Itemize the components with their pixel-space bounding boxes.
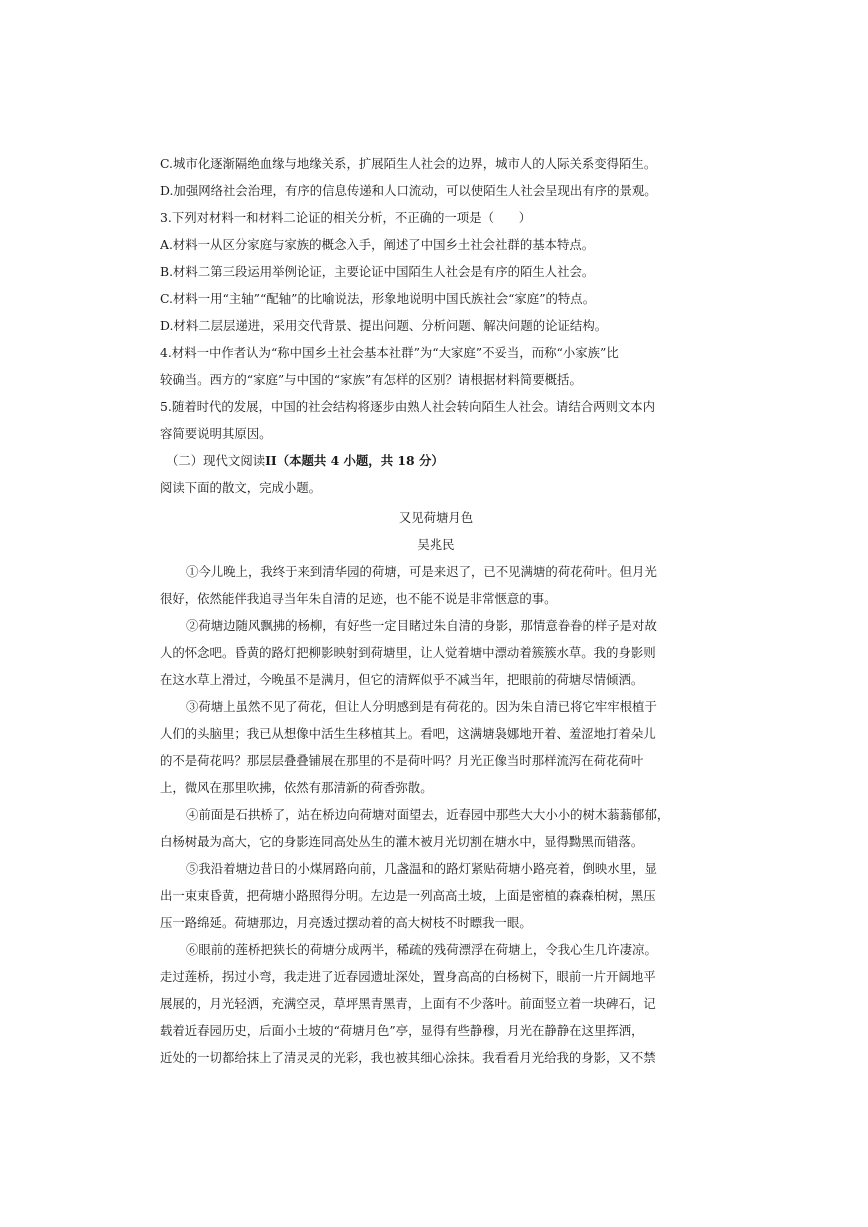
paragraph-line: 压一路绵延。荷塘那边，月亮透过摆动着的高大树枝不时瞟我一眼。 [160,915,532,930]
paragraph-line: 白杨树最为高大，它的身影连同高处丛生的灌木被月光切割在塘水中，显得黝黑而错落。 [160,834,644,849]
question-5-line-1: 5.随着时代的发展，中国的社会结构将逐步由熟人社会转向陌生人社会。请结合两则文本内 [160,399,656,414]
paragraph-line: 出一束束昏黄，把荷塘小路照得分明。左边是一列高高土坡，上面是密植的森森柏树，黑压 [160,888,656,903]
question-3-option-d: D.材料二层层递进，采用交代背景、提出问题、分析问题、解决问题的论证结构。 [160,318,608,333]
paragraph-line: ②荷塘边随风飘拂的杨柳，有好些一定目睹过朱自清的身影，那情意眷眷的样子是对故 [186,618,657,633]
paragraph-line: 上，微风在那里吹拂，依然有那清新的荷香弥散。 [160,780,433,795]
document-page [160,150,712,1071]
paragraph-line: 人们的头脑里；我已从想像中活生生移植其上。看吧，这满塘袅娜地开着、羞涩地打着朵儿 [160,726,656,741]
reading-instruction: 阅读下面的散文，完成小题。 [160,480,322,495]
paragraph-2 [160,612,712,693]
question-3-stem: 3.下列对材料一和材料二论证的相关分析，不正确的一项是（ ） [160,210,532,225]
question-3-option-a: A.材料一从区分家庭与家族的概念入手，阐述了中国乡土社会社群的基本特点。 [160,237,595,252]
paragraph-line: ③荷塘上虽然不见了荷花，但让人分明感到是有荷花的。因为朱自清已将它牢牢根植于 [186,699,657,714]
paragraph-line: 载着近春园历史，后面小土坡的“荷塘月色”亭，显得有些静穆，月光在静静在这里挥洒， [160,1023,644,1038]
section-heading-bold: II（本题共 4 小题，共 18 分） [265,453,444,468]
paragraph-3 [160,693,712,801]
question-4-line-2: 较确当。西方的“家庭”与中国的“家族”有怎样的区别？请根据材料简要概括。 [160,372,582,387]
question-3-option-b: B.材料二第三段运用举例论证，主要论证中国陌生人社会是有序的陌生人社会。 [160,264,595,279]
paragraph-line: ⑤我沿着塘边昔日的小煤屑路向前，几盏温和的路灯紧贴荷塘小路亮着，倒映水里，显 [186,861,657,876]
paragraph-1 [160,558,712,612]
paragraph-line: ④前面是石拱桥了，站在桥边向荷塘对面望去，近春园中那些大大小小的树木蓊蓊郁郁， [186,807,670,822]
essay-author: 吴兆民 [417,537,455,552]
paragraph-line: 走过莲桥，拐过小弯，我走进了近春园遗址深处，置身高高的白杨树下，眼前一片开阔地平 [160,969,656,984]
paragraph-line: 的不是荷花吗？那层层叠叠铺展在那里的不是荷叶吗？月光正像当时那样流泻在荷花荷叶 [160,753,644,768]
paragraph-4 [160,801,712,855]
section-heading [160,447,712,474]
paragraph-6 [160,936,712,1071]
paragraph-line: 在这水草上滑过，今晚虽不是满月，但它的清辉似乎不减当年，把眼前的荷塘尽情倾洒。 [160,672,644,687]
paragraph-line: 近处的一切都给抹上了清灵灵的光彩，我也被其细心涂抹。我看看月光给我的身影，又不禁 [160,1050,656,1065]
option-d-prev: D.加强网络社会治理，有序的信息传递和人口流动，可以使陌生人社会呈现出有序的景观。 [160,183,657,198]
section-heading-prefix: （二）现代文阅读 [166,453,266,468]
question-3-option-c: C.材料一用“主轴”“配轴”的比喻说法，形象地说明中国氏族社会“家庭”的特点。 [160,291,596,306]
paragraph-5 [160,855,712,936]
paragraph-line: ⑥眼前的莲桥把狭长的荷塘分成两半，稀疏的残荷漂浮在荷塘上，令我心生几许凄凉。 [186,942,657,957]
essay-title: 又见荷塘月色 [398,510,474,525]
paragraph-line: 展展的，月光轻洒，充满空灵，草坪黑青黑青，上面有不少落叶。前面竖立着一块碑石，记 [160,996,656,1011]
paragraph-line: 人的怀念吧。昏黄的路灯把柳影映射到荷塘里，让人觉着塘中漂动着簇簇水草。我的身影则 [160,645,656,660]
paragraph-line: ①今儿晚上，我终于来到清华园的荷塘，可是来迟了，已不见满塘的荷花荷叶。但月光 [186,564,657,579]
paragraph-line: 很好，依然能伴我追寻当年朱自清的足迹，也不能不说是非常惬意的事。 [160,591,557,606]
question-4-line-1: 4.材料一中作者认为“称中国乡土社会基本社群”为“大家庭”不妥当，而称“小家族”比 [160,345,619,360]
option-c-prev: C.城市化逐渐隔绝血缘与地缘关系，扩展陌生人社会的边界，城市人的人际关系变得陌生。 [160,156,657,171]
question-5-line-2: 容简要说明其原因。 [160,426,272,441]
